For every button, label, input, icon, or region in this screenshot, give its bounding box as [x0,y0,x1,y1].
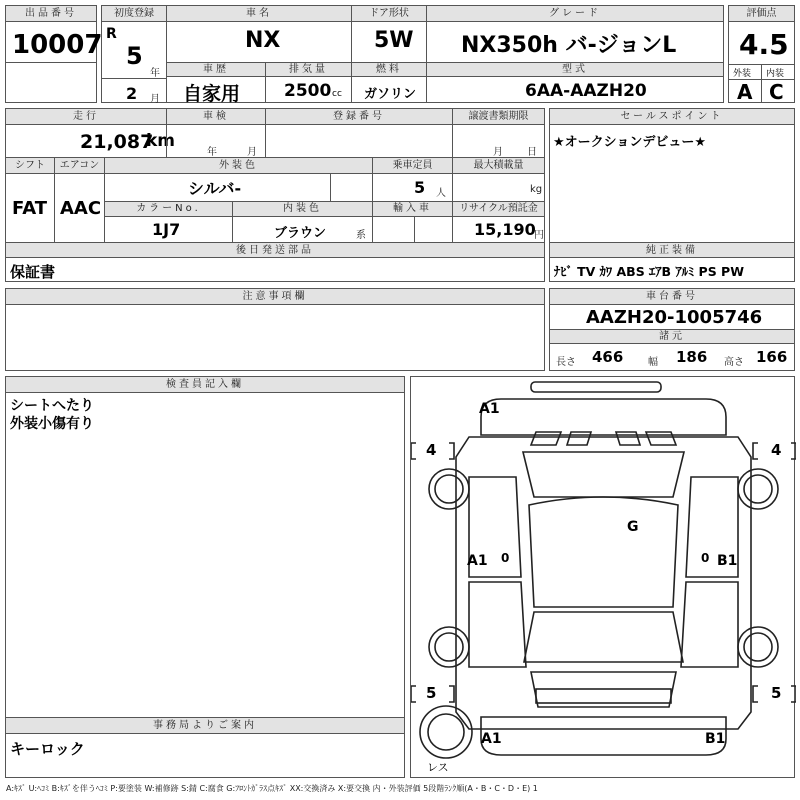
lot-box [5,5,103,103]
later-parts-box [5,242,545,282]
capacity-unit: 人 [436,188,446,199]
legend: A:ｷｽﾞ U:ﾍｺﾐ B:ｷｽﾞを伴うﾍｺﾐ P:要塗装 W:補修跡 S:錆 C:腐食 G:ﾌﾛﾝﾄｶﾞﾗｽ点ｷｽﾞ XX:交換済み X:要交換 内・外装評価 5段階ﾗﾝｸ順(A・B・C・D・E) 1 [6,784,538,793]
dims-length: 466 [592,348,624,366]
mark-front: A1 [479,401,500,417]
grade-value: NX350h バ-ジョンL [461,33,677,58]
dims-label: 諸元 [550,330,794,344]
registration-label: 登録番号 [266,109,452,125]
lot-number: 10007 [12,30,103,60]
tire-front-right: 4 [771,441,782,459]
sales-point-value: ★オークションデビュー★ [553,135,707,150]
tire-rear-left: 5 [426,684,437,702]
shift-value: FAT [12,198,48,219]
registration-box [265,108,453,158]
max-load-label: 最大積載量 [453,158,544,173]
fuel-label: 燃料 [352,63,426,77]
shift-label: シフト [6,158,54,173]
mark-right-small: 0 [701,551,710,565]
lot-label: 出品番号 [6,6,96,22]
car-name-box [166,5,352,63]
aircon-value: AAC [60,198,102,219]
car-name: NX [245,28,281,53]
interior-color-label: 内装色 [233,202,372,216]
exterior-color-value: シルバ- [188,179,242,198]
max-load-unit: kg [530,184,543,195]
displacement-box [265,62,352,103]
office-box [5,717,405,778]
history-value: 自家用 [183,83,241,105]
dims-length-label: 長さ [556,357,576,368]
first-reg-month: 2 [126,84,138,103]
transfer-box [452,108,545,158]
equipment-box [549,242,795,282]
inspection-year-unit: 年 [207,147,217,158]
mileage-unit: km [146,131,176,151]
dims-height: 166 [756,348,788,366]
score-box [728,5,795,103]
model-box [426,62,724,103]
aircon-label: エアコン [55,158,104,173]
door-label: ドア形状 [352,6,426,22]
exterior-color-label: 外装色 [105,158,372,173]
sales-point-box [549,108,795,243]
score-value: 4.5 [739,28,789,61]
interior-color-suffix: 系 [356,230,366,241]
first-reg-month-unit: 月 [150,94,160,105]
mileage-box [5,108,176,158]
dims-width-label: 幅 [648,357,658,368]
inspection-label: 車検 [167,109,265,125]
transfer-month-unit: 月 [493,147,503,158]
color-no-label: カラーNo. [105,202,232,216]
equipment-value: ﾅﾋﾞ TV ｶﾜ ABS ｴｱB ｱﾙﾐ PS PW [554,264,745,279]
history-box [166,62,266,103]
inspector-box [5,376,405,718]
import-label: 輸入車 [373,202,452,216]
mark-rear-left: A1 [481,731,502,747]
car-name-label: 車名 [167,6,351,22]
inspector-line1: シートへたり [10,398,94,414]
sales-point-label: セールスポイント [550,109,794,125]
transfer-day-unit: 日 [527,147,537,158]
chassis-value: AAZH20-1005746 [586,307,763,328]
tire-rear-right: 5 [771,684,782,702]
mileage-label: 走行 [6,109,166,125]
capacity-label: 乗車定員 [373,158,452,173]
model-value: 6AA-AAZH20 [525,81,647,101]
capacity-value: 5 [414,178,426,197]
color-no-value: 1J7 [152,220,181,239]
door-box [351,5,427,63]
recycle-value: 15,190 [474,220,536,239]
later-parts-label: 後日発送部品 [6,243,544,258]
model-label: 型式 [427,63,723,77]
mileage-value: 21,087 [80,131,154,153]
displacement-unit: cc [332,89,342,99]
first-reg-label: 初度登録 [102,6,166,22]
grade-box [426,5,724,63]
inspection-box [166,108,266,158]
fuel-box [351,62,427,103]
recycle-unit: 円 [534,230,544,241]
grade-label: グレード [427,6,723,22]
ext-grade-label: 外装 [733,69,752,79]
first-reg-year-unit: 年 [150,68,160,79]
score-label: 評価点 [729,6,794,22]
first-reg-year: 5 [126,42,143,70]
mark-rear-right: B1 [705,731,726,747]
mark-right: B1 [717,553,738,569]
displacement-value: 2500 [284,81,332,101]
spare-tire-label: レス [427,761,449,774]
notes-label: 注意事項欄 [6,289,544,305]
history-label: 車歴 [167,63,265,77]
chassis-box [549,288,795,371]
door-type: 5W [374,28,414,53]
ext-grade: A [737,80,753,104]
dims-height-label: 高さ [724,357,744,368]
office-label: 事務局よりご案内 [6,718,404,734]
transfer-label: 譲渡書類期限 [453,109,544,125]
mark-left: A1 [467,553,488,569]
first-reg-era: R [106,26,117,42]
chassis-label: 車台番号 [550,289,794,305]
first-reg-box [101,5,167,103]
recycle-label: リサイクル預託金 [453,202,544,216]
notes-box [5,288,545,371]
inspector-line2: 外装小傷有り [10,416,94,432]
office-value: キーロック [10,740,85,758]
interior-color-value: ブラウン [274,226,327,241]
equipment-label: 純正装備 [550,243,794,258]
later-parts-value: 保証書 [10,263,56,281]
mark-left-small: 0 [501,551,510,565]
tire-front-left: 4 [426,441,437,459]
displacement-label: 排気量 [266,63,351,77]
dims-width: 186 [676,348,708,366]
mark-roof: G [627,519,639,535]
fuel-value: ガソリン [364,87,417,102]
car-diagram [410,376,795,778]
inspector-label: 検査員記入欄 [6,377,404,393]
inspection-month-unit: 月 [247,147,257,158]
int-grade: C [769,80,784,104]
int-grade-label: 内装 [766,69,785,79]
car-outline-drawing [411,377,796,779]
spec-grid [5,157,545,243]
